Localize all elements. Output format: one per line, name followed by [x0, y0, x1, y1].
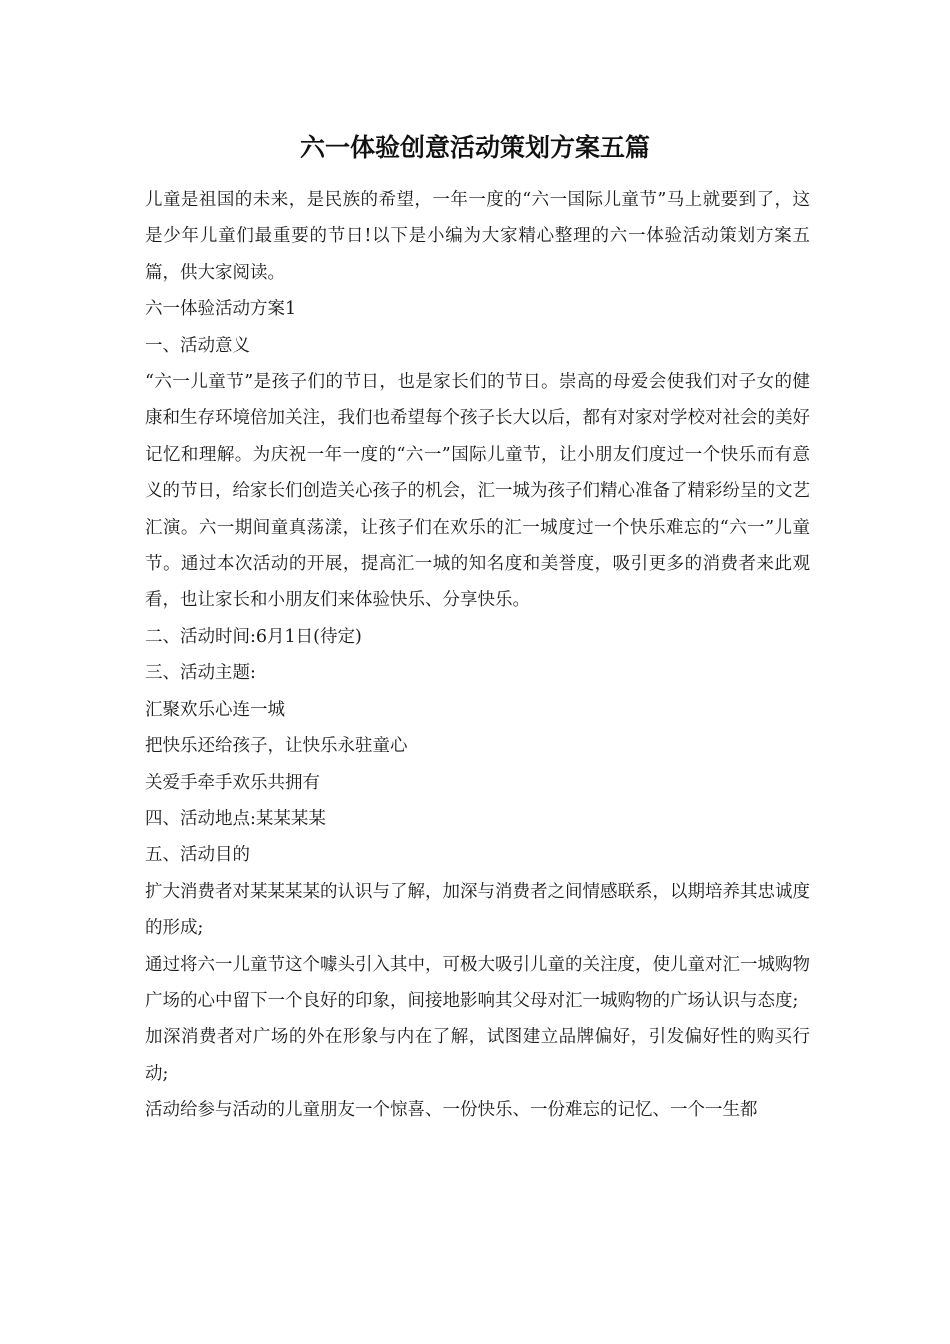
heading-activity-theme: 三、活动主题:	[145, 663, 256, 684]
heading-activity-purpose: 五、活动目的	[145, 845, 250, 866]
purpose-item-2: 通过将六一儿童节这个噱头引入其中，可极大吸引儿童的关注度，使儿童对汇一城购物广场的心中留下一个良好的印象，间接地影响其父母对汇一城购物的广场认识与态度;	[145, 954, 810, 1011]
significance-paragraph: “六一儿童节”是孩子们的节日，也是家长们的节日。崇高的母爱会使我们对子女的健康和生存环境倍加关注，我们也希望每个孩子长大以后，都有对家对学校对社会的美好记忆和理解。为庆祝一年一度的“六一”国际儿童节，让小朋友们度过一个快乐而有意义的节日，给家长们创造关心孩子的机会，汇一城为孩子们精心准备了精彩纷呈的文艺汇演。六一期间童真荡漾，让孩子们在欢乐的汇一城度过一个快乐难忘的“六一”儿童节。通过本次活动的开展，提高汇一城的知名度和美誉度，吸引更多的消费者来此观看，也让家长和小朋友们来体验快乐、分享快乐。	[145, 372, 810, 611]
theme-line-2: 把快乐还给孩子，让快乐永驻童心	[145, 736, 408, 757]
document-body	[145, 182, 810, 1129]
heading-activity-time: 二、活动时间:6月1日(待定)	[145, 626, 362, 647]
intro-paragraph: 儿童是祖国的未来，是民族的希望，一年一度的“六一国际儿童节”马上就要到了，这是少年儿童们最重要的节日!以下是小编为大家精心整理的六一体验活动策划方案五篇，供大家阅读。	[145, 190, 810, 283]
section-heading-plan-1: 六一体验活动方案1	[145, 299, 297, 320]
theme-line-1: 汇聚欢乐心连一城	[145, 699, 285, 720]
purpose-item-3: 加深消费者对广场的外在形象与内在了解，试图建立品牌偏好，引发偏好性的购买行动;	[145, 1027, 810, 1084]
heading-activity-location: 四、活动地点:某某某某	[145, 808, 326, 829]
heading-activity-significance: 一、活动意义	[145, 335, 250, 356]
purpose-item-1: 扩大消费者对某某某某的认识与了解，加深与消费者之间情感联系，以期培养其忠诚度的形成;	[145, 881, 810, 939]
purpose-item-4: 活动给参与活动的儿童朋友一个惊喜、一份快乐、一份难忘的记忆、一个一生都	[145, 1100, 758, 1121]
document-title: 六一体验创意活动策划方案五篇	[299, 133, 650, 162]
theme-line-3: 关爱手牵手欢乐共拥有	[145, 772, 320, 793]
